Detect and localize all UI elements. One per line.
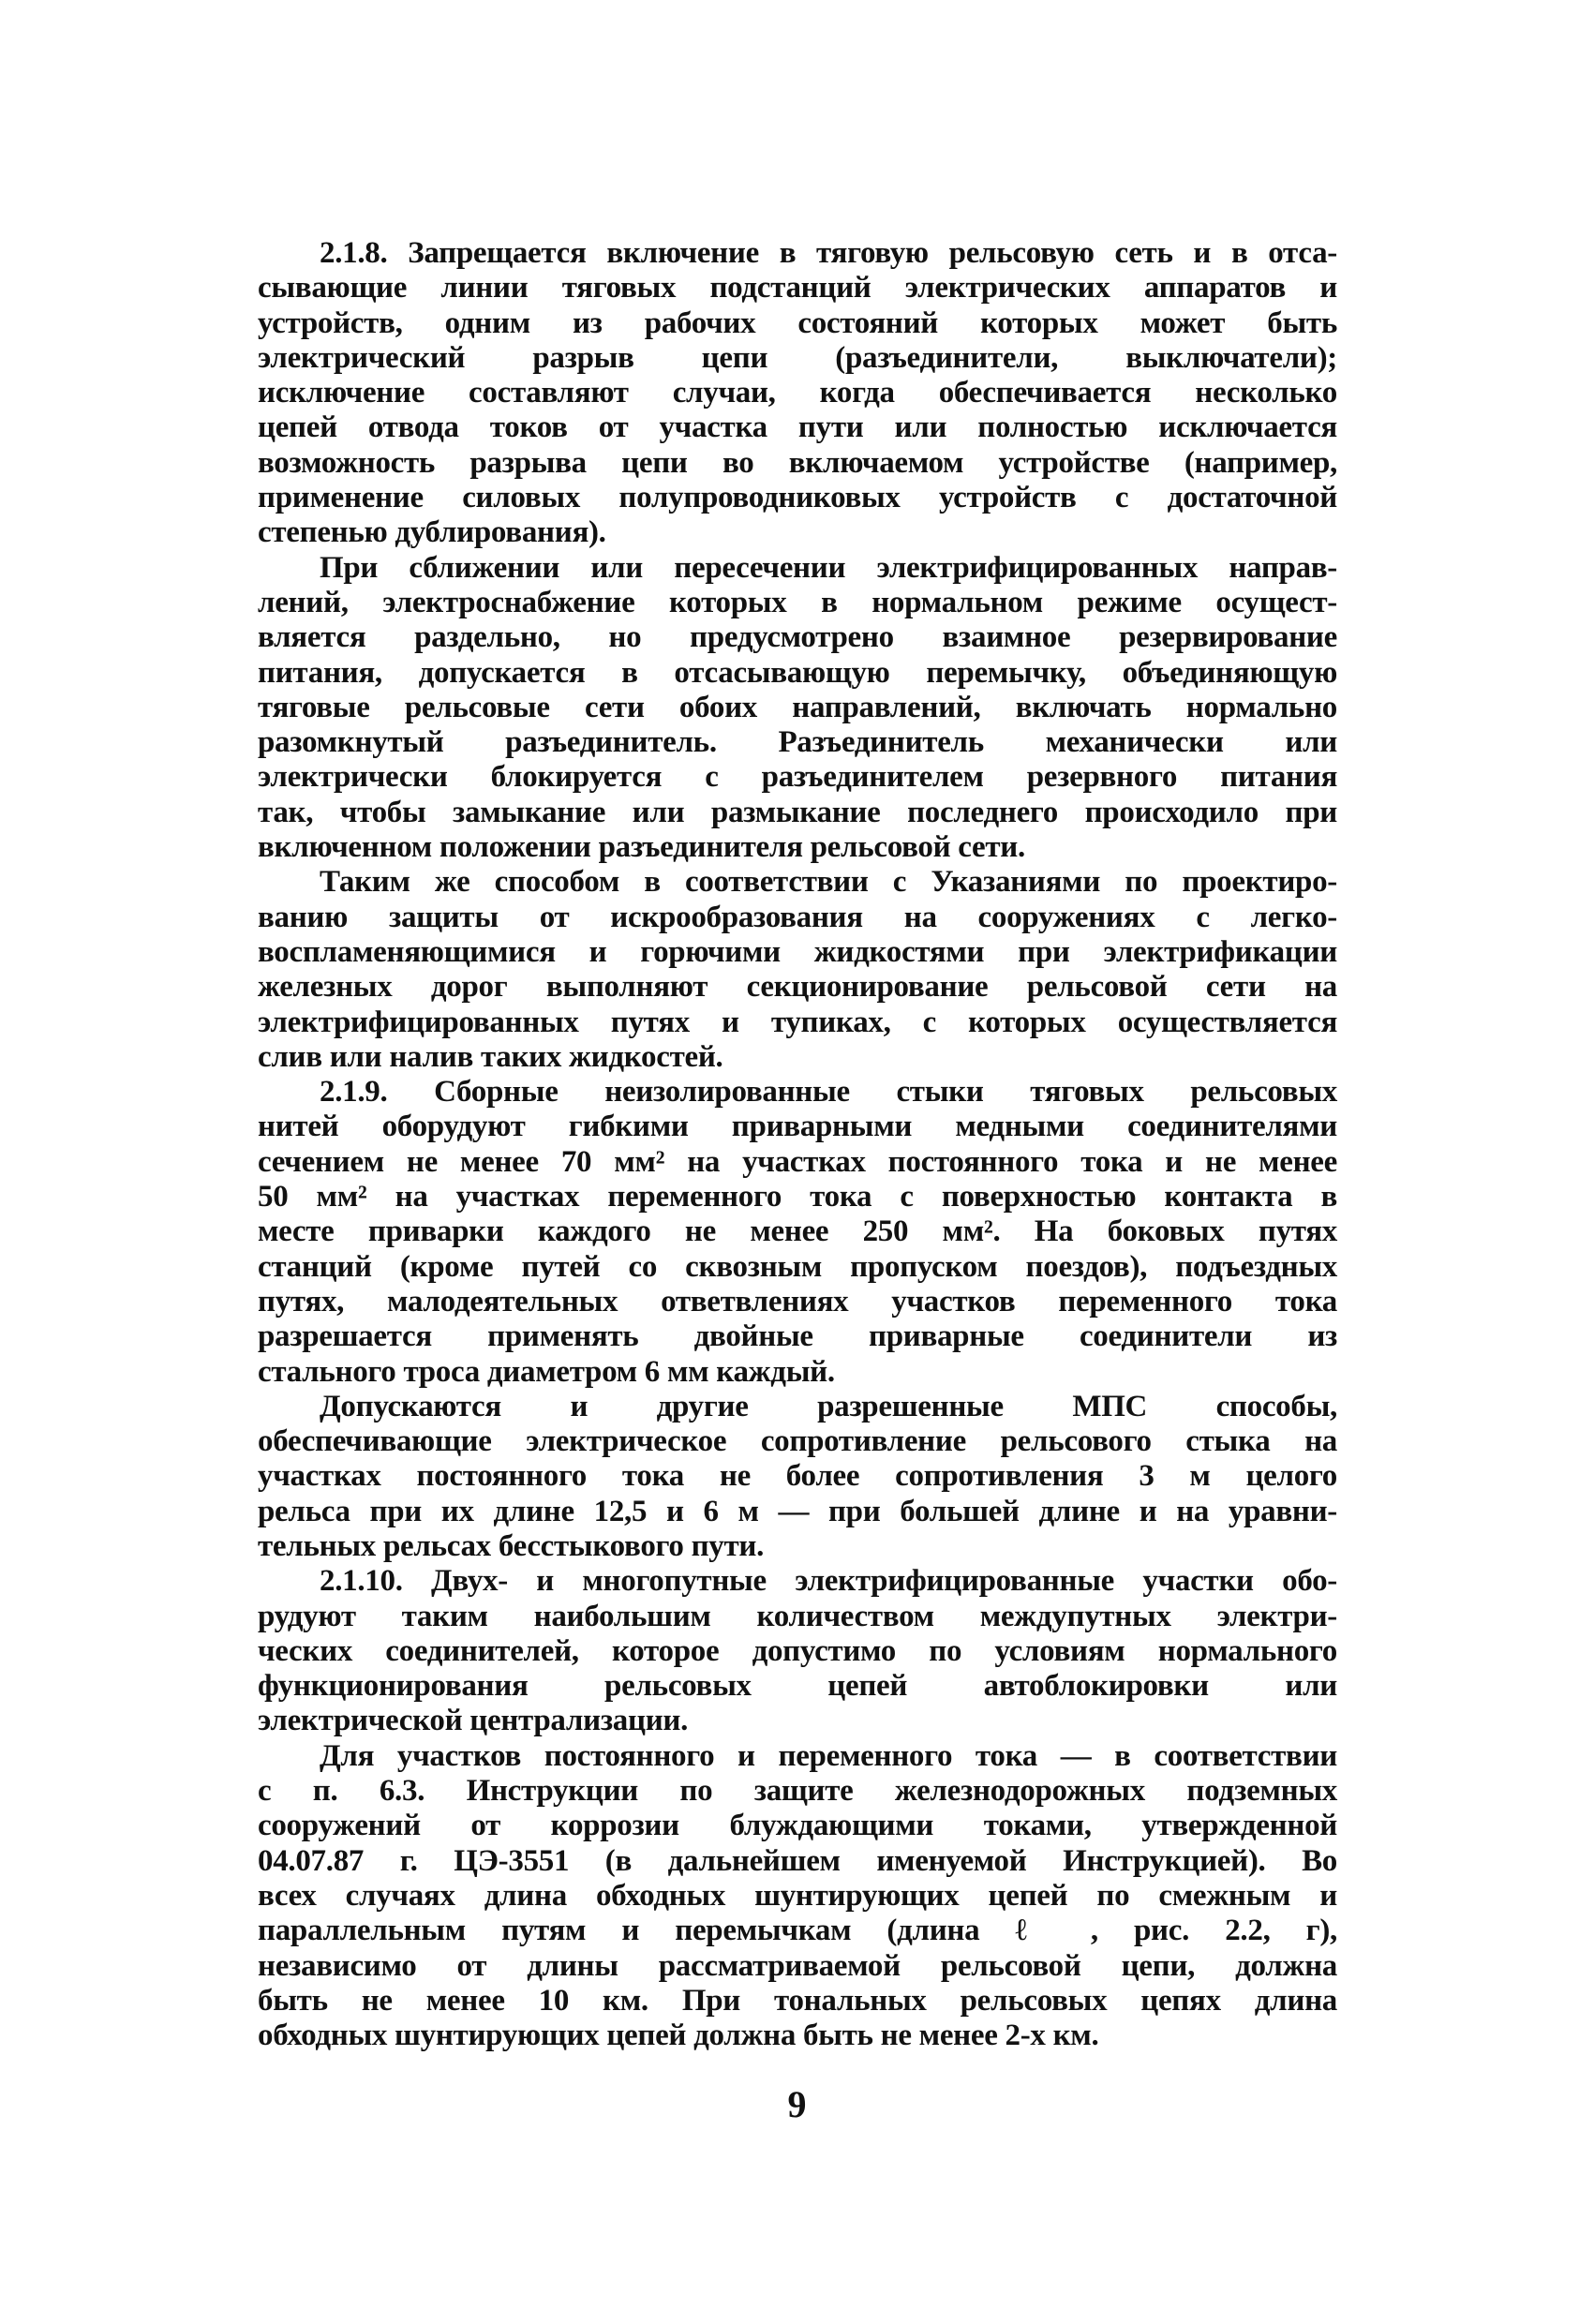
text-line: воспламеняющимися и горючими жидкостями при электрификации <box>258 934 1337 969</box>
text-line: разрешается применять двойные приварные соединители из <box>258 1319 1337 1354</box>
text-line: питания, допускается в отсасывающую перемычку, объединяющую <box>258 655 1337 690</box>
text-line: обеспечивающие электрическое сопротивление рельсового стыка на <box>258 1424 1337 1459</box>
text-line: ванию защиты от искрообразования на сооружениях с легко- <box>258 900 1337 934</box>
text-line: функционирования рельсовых цепей автоблокировки или <box>258 1669 1337 1704</box>
text-line: 50 мм² на участках переменного тока с поверхностью контакта в <box>258 1180 1337 1214</box>
text-line: так, чтобы замыкание или размыкание последнего происходило при <box>258 795 1337 829</box>
text-line: обходных шунтирующих цепей должна быть не менее 2-х км. <box>258 2019 1099 2053</box>
text-line: рудуют таким наибольшим количеством междупутных электри- <box>258 1599 1337 1633</box>
text-line: устройств, одним из рабочих состояний которых может быть <box>258 305 1337 340</box>
text-line: Допускаются и другие разрешенные МПС способы, <box>320 1389 1337 1423</box>
text-line: электрифицированных путях и тупиках, с которых осуществляется <box>258 1005 1337 1039</box>
text-line: быть не менее 10 км. При тональных рельсовых цепях длина <box>258 1983 1337 2018</box>
text-line: нитей оборудуют гибкими приварными медными соединителями <box>258 1110 1337 1144</box>
paragraph <box>258 1075 1337 1390</box>
text-line: сооружений от коррозии блуждающими токами, утвержденной <box>258 1809 1337 1843</box>
text-line: степенью дублирования). <box>258 515 606 550</box>
text-line: применение силовых полупроводниковых устройств с достаточной <box>258 481 1337 515</box>
text-line: исключение составляют случаи, когда обеспечивается несколько <box>258 376 1337 410</box>
paragraph <box>258 1390 1337 1564</box>
text-line: 04.07.87 г. ЦЭ-3551 (в дальнейшем именуемой Инструкцией). Во <box>258 1843 1337 1878</box>
text-line: с п. 6.3. Инструкции по защите железнодорожных подземных <box>258 1774 1337 1809</box>
text-line: участках постоянного тока не более сопротивления 3 м целого <box>258 1459 1337 1494</box>
text-line: параллельным путям и перемычкам (длина ℓ , рис. 2.2, г), <box>258 1914 1337 1948</box>
text-line: вляется раздельно, но предусмотрено взаимное резервирование <box>258 620 1337 655</box>
text-line: сечением не менее 70 мм² на участках постоянного тока и не менее <box>258 1144 1337 1179</box>
text-line: возможность разрыва цепи во включаемом устройстве (например, <box>258 445 1337 480</box>
text-line: путях, малодеятельных ответвлениях участков переменного тока <box>258 1284 1337 1318</box>
text-line: лений, электроснабжение которых в нормальном режиме осущест- <box>258 585 1337 619</box>
text-line: тельных рельсах бесстыкового пути. <box>258 1528 765 1563</box>
paragraph <box>258 1564 1337 1738</box>
text-line: рельса при их длине 12,5 и 6 м — при большей длине и на уравни- <box>258 1494 1337 1528</box>
text-line: независимо от длины рассматриваемой рельсовой цепи, должна <box>258 1948 1337 1983</box>
text-line: месте приварки каждого не менее 250 мм². На боковых путях <box>258 1214 1337 1249</box>
text-line: При сближении или пересечении электрифицированных направ- <box>320 550 1337 585</box>
paragraph <box>258 551 1337 866</box>
text-line: электрической централизации. <box>258 1704 689 1738</box>
text-line: Таким же способом в соответствии с Указаниями по проектиро- <box>320 865 1337 900</box>
text-line: электрический разрыв цепи (разъединители, выключатели); <box>258 340 1337 375</box>
text-line: тяговые рельсовые сети обоих направлений, включать нормально <box>258 690 1337 724</box>
text-line: разомкнутый разъединитель. Разъединитель механически или <box>258 725 1337 760</box>
text-line: 2.1.10. Двух- и многопутные электрифицированные участки обо- <box>320 1564 1337 1599</box>
text-line: железных дорог выполняют секционирование рельсовой сети на <box>258 970 1337 1005</box>
page-number: 9 <box>787 2083 807 2125</box>
text-line: включенном положении разъединителя рельсовой сети. <box>258 830 1025 865</box>
text-line: стального троса диаметром 6 мм каждый. <box>258 1354 835 1389</box>
document-body <box>258 236 1337 2053</box>
text-line: ческих соединителей, которое допустимо по условиям нормального <box>258 1633 1337 1668</box>
text-line: цепей отвода токов от участка пути или полностью исключается <box>258 410 1337 445</box>
text-line: 2.1.9. Сборные неизолированные стыки тяговых рельсовых <box>320 1075 1337 1110</box>
paragraph <box>258 236 1337 551</box>
text-line: сывающие линии тяговых подстанций электрических аппаратов и <box>258 271 1337 305</box>
text-line: Для участков постоянного и переменного тока — в соответствии <box>320 1738 1337 1773</box>
text-line: 2.1.8. Запрещается включение в тяговую рельсовую сеть и в отса- <box>320 236 1337 270</box>
text-line: станций (кроме путей со сквозным пропуском поездов), подъездных <box>258 1249 1337 1284</box>
text-line: электрически блокируется с разъединителем резервного питания <box>258 760 1337 795</box>
text-line: всех случаях длина обходных шунтирующих цепей по смежным и <box>258 1878 1337 1913</box>
paragraph <box>258 1739 1337 2054</box>
paragraph <box>258 865 1337 1075</box>
text-line: слив или налив таких жидкостей. <box>258 1039 723 1074</box>
